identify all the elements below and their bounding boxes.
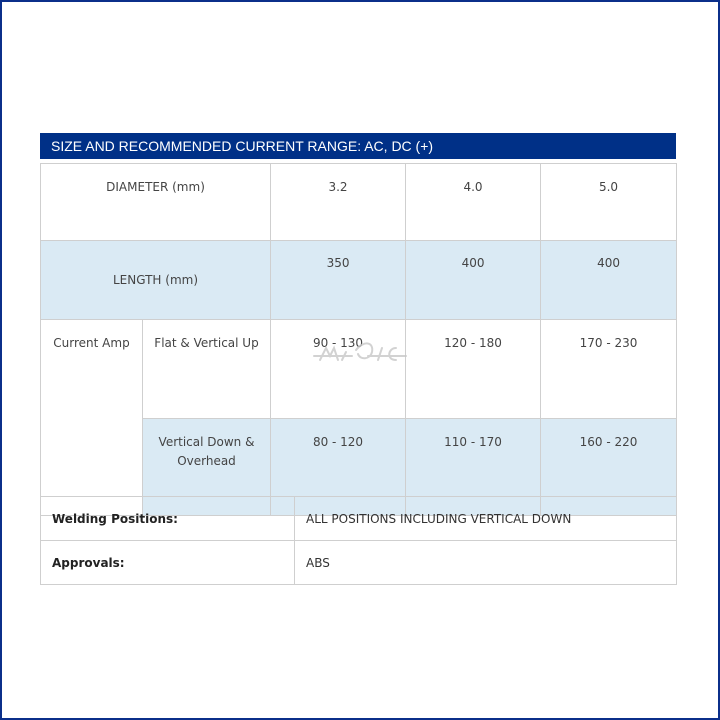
current-amp-label: Current Amp	[41, 320, 143, 516]
diameter-value: 3.2	[271, 164, 406, 241]
flat-vertical-up-label: Flat & Vertical Up	[143, 320, 271, 419]
length-label: LENGTH (mm)	[41, 241, 271, 320]
section-title: SIZE AND RECOMMENDED CURRENT RANGE: AC, DC (+)	[51, 138, 434, 154]
approvals-value: ABS	[295, 541, 677, 585]
flat-current-value: 170 - 230	[541, 320, 677, 419]
welding-positions-label: Welding Positions:	[41, 497, 295, 541]
flat-current-value: 120 - 180	[406, 320, 541, 419]
current-range-table	[40, 163, 677, 516]
approvals-label: Approvals:	[41, 541, 295, 585]
length-value: 400	[406, 241, 541, 320]
diameter-row	[41, 164, 677, 241]
vertical-down-overhead-label: Vertical Down & Overhead	[143, 419, 271, 516]
section-header	[40, 133, 676, 159]
diameter-value: 4.0	[406, 164, 541, 241]
length-row	[41, 241, 677, 320]
welding-positions-value: ALL POSITIONS INCLUDING VERTICAL DOWN	[295, 497, 677, 541]
vertical-current-value: 110 - 170	[406, 419, 541, 516]
length-value: 350	[271, 241, 406, 320]
approvals-row	[41, 541, 677, 585]
welding-positions-row	[41, 497, 677, 541]
vertical-current-value: 80 - 120	[271, 419, 406, 516]
specifications-table	[40, 496, 677, 585]
diameter-value: 5.0	[541, 164, 677, 241]
diameter-label: DIAMETER (mm)	[41, 164, 271, 241]
flat-current-value: 90 - 130	[271, 320, 406, 419]
flat-vertical-up-row	[41, 320, 677, 419]
length-value: 400	[541, 241, 677, 320]
vertical-current-value: 160 - 220	[541, 419, 677, 516]
